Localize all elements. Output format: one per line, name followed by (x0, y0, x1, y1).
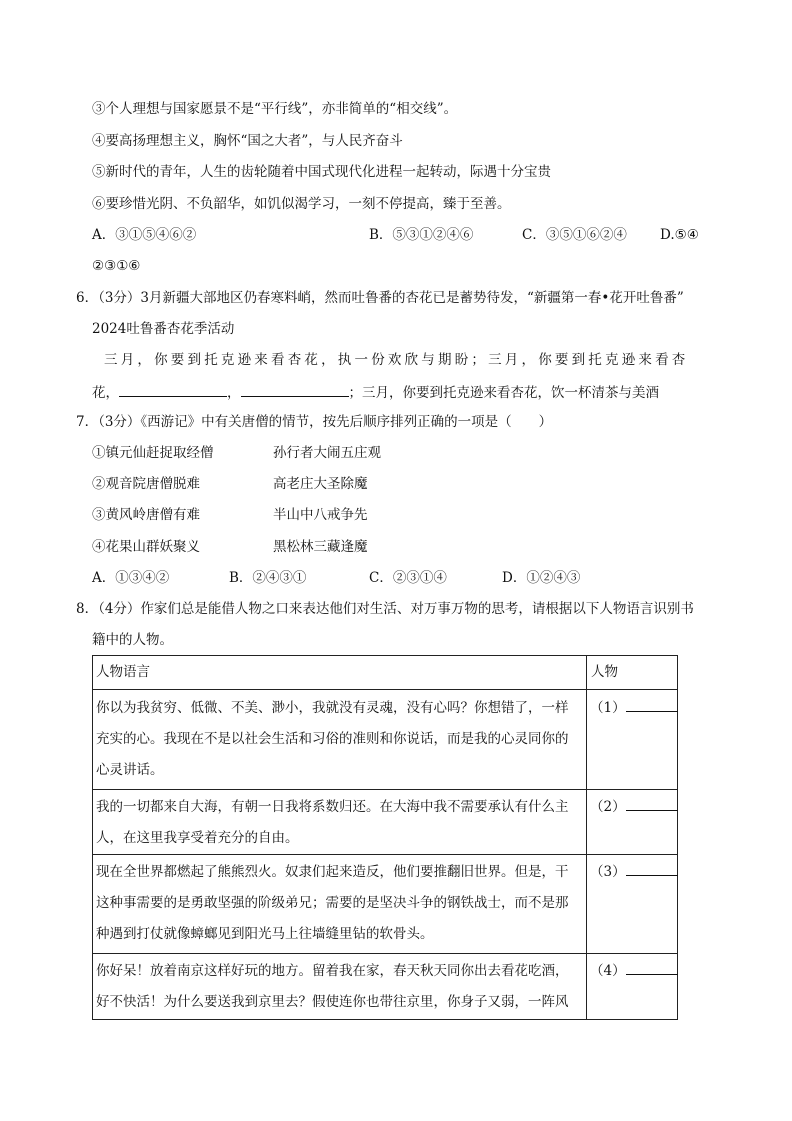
statement-3: ③个人理想与国家愿景不是“平行线”，亦非简单的“相交线”。 (92, 101, 458, 117)
table-row-2-answer[interactable] (590, 792, 678, 823)
answer-number: （4） (590, 963, 626, 979)
answer-number: （3） (590, 864, 626, 880)
q5-option-d: D.⑤④ (660, 227, 699, 243)
q5-option-a: A．③①⑤④⑥② (92, 227, 197, 243)
table-row-4-answer[interactable] (590, 956, 678, 987)
table-rule (92, 689, 678, 690)
q6-passage-start: 花， (92, 385, 119, 401)
q7-item-4-left: ④花果山群妖聚义 (92, 539, 200, 555)
q7-option-c: C．②③①④ (369, 570, 447, 586)
q7-item-3-left: ③黄风岭唐僧有难 (92, 507, 200, 523)
q7-item-4-right: 黑松林三藏逢魔 (273, 539, 368, 555)
q8-stem: 8．（4分）作家们总是能借人物之口来表达他们对生活、对万事万物的思考，请根据以下人物语言识别书 (76, 601, 694, 617)
table-row-4-line-2: 好不快活！为什么要送我到京里去？假使连你也带往京里，你身子又弱，一阵风 (96, 994, 569, 1010)
answer-number: （2） (590, 799, 626, 815)
table-rule (92, 655, 678, 656)
q5-option-b: B．⑤③①②④⑥ (369, 227, 474, 243)
q6-passage-line1: 三月，你要到托克逊来看杏花，执一份欢欣与期盼；三月，你要到托克逊来看杏 (104, 352, 689, 368)
table-row-4-line-1: 你好呆！放着南京这样好玩的地方。留着我在家，春天秋天同你出去看花吃酒， (96, 963, 569, 979)
q6-blank-1[interactable] (119, 382, 227, 397)
table-rule (92, 655, 93, 1020)
table-row-3-line-1: 现在全世界都燃起了熊熊烈火。奴隶们起来造反，他们要推翻旧世界。但是，干 (96, 864, 569, 880)
q7-item-3-right: 半山中八戒争先 (273, 507, 368, 523)
table-rule (586, 655, 587, 1020)
q7-item-1-right: 孙行者大闹五庄观 (273, 445, 381, 461)
q7-option-d: D．①②④③ (502, 570, 581, 586)
table-header-character: 人物 (591, 664, 618, 680)
table-row-2-line-1: 我的一切都来自大海，有朝一日我将系数归还。在大海中我不需要承认有什么主 (96, 799, 569, 815)
q6-passage-end: ；三月，你要到托克逊来看杏花，饮一杯清茶与美酒 (348, 385, 659, 401)
table-rule (92, 953, 678, 954)
answer-blank[interactable] (626, 960, 678, 975)
q5-option-c: C．③⑤①⑥②④ (522, 227, 627, 243)
q8-stem-line2: 籍中的人物。 (92, 632, 173, 648)
table-rule (92, 854, 678, 855)
answer-blank[interactable] (626, 697, 678, 712)
q6-passage-line2 (92, 382, 659, 402)
q6-stem-line2: 2024吐鲁番杏花季活动 (92, 321, 235, 337)
statement-6: ⑥要珍惜光阴、不负韶华，如饥似渴学习，一刻不停提高，臻于至善。 (92, 196, 511, 212)
q7-stem: 7．（3分）《西游记》中有关唐僧的情节，按先后顺序排列正确的一项是（ ） (76, 414, 553, 430)
q7-item-2-left: ②观音院唐僧脱难 (92, 476, 200, 492)
table-row-1-answer[interactable] (590, 693, 678, 724)
q6-blank-2[interactable] (241, 382, 349, 397)
table-row-3-line-3: 种遇到打仗就像蟑螂见到阳光马上往墙缝里钻的软骨头。 (96, 926, 434, 942)
q6-passage-comma: ， (227, 385, 241, 401)
table-row-3-line-2: 这种事需要的是勇敢坚强的阶级弟兄；需要的是坚决斗争的钢铁战士，而不是那 (96, 895, 569, 911)
table-rule (92, 1019, 678, 1020)
table-row-1-line-3: 心灵讲话。 (96, 762, 164, 778)
table-rule (92, 789, 678, 790)
table-row-3-answer[interactable] (590, 857, 678, 888)
q7-item-1-left: ①镇元仙赶捉取经僧 (92, 445, 214, 461)
q7-item-2-right: 高老庄大圣除魔 (273, 476, 368, 492)
table-row-1-line-2: 充实的心。我现在不是以社会生活和习俗的准则和你说话，而是我的心灵同你的 (96, 731, 569, 747)
statement-4: ④要高扬理想主义，胸怀“国之大者”，与人民齐奋斗 (92, 133, 403, 149)
answer-number: （1） (590, 700, 626, 716)
table-header-quote: 人物语言 (96, 664, 150, 680)
q6-stem: 6．（3分）3月新疆大部地区仍春寒料峭，然而吐鲁番的杏花已是蓄势待发，“新疆第一春•花开吐鲁番” (76, 290, 684, 306)
table-row-1-line-1: 你以为我贫穷、低微、不美、渺小，我就没有灵魂，没有心吗？你想错了，一样 (96, 700, 569, 716)
q7-option-a: A．①③④② (92, 570, 170, 586)
statement-5: ⑤新时代的青年，人生的齿轮随着中国式现代化进程一起转动，际遇十分宝贵 (92, 164, 551, 180)
q5-option-d-continued: ②③①⑥ (92, 258, 141, 274)
table-row-2-line-2: 人，在这里我享受着充分的自由。 (96, 830, 299, 846)
q7-option-b: B．②④③① (229, 570, 307, 586)
answer-blank[interactable] (626, 861, 678, 876)
answer-blank[interactable] (626, 796, 678, 811)
